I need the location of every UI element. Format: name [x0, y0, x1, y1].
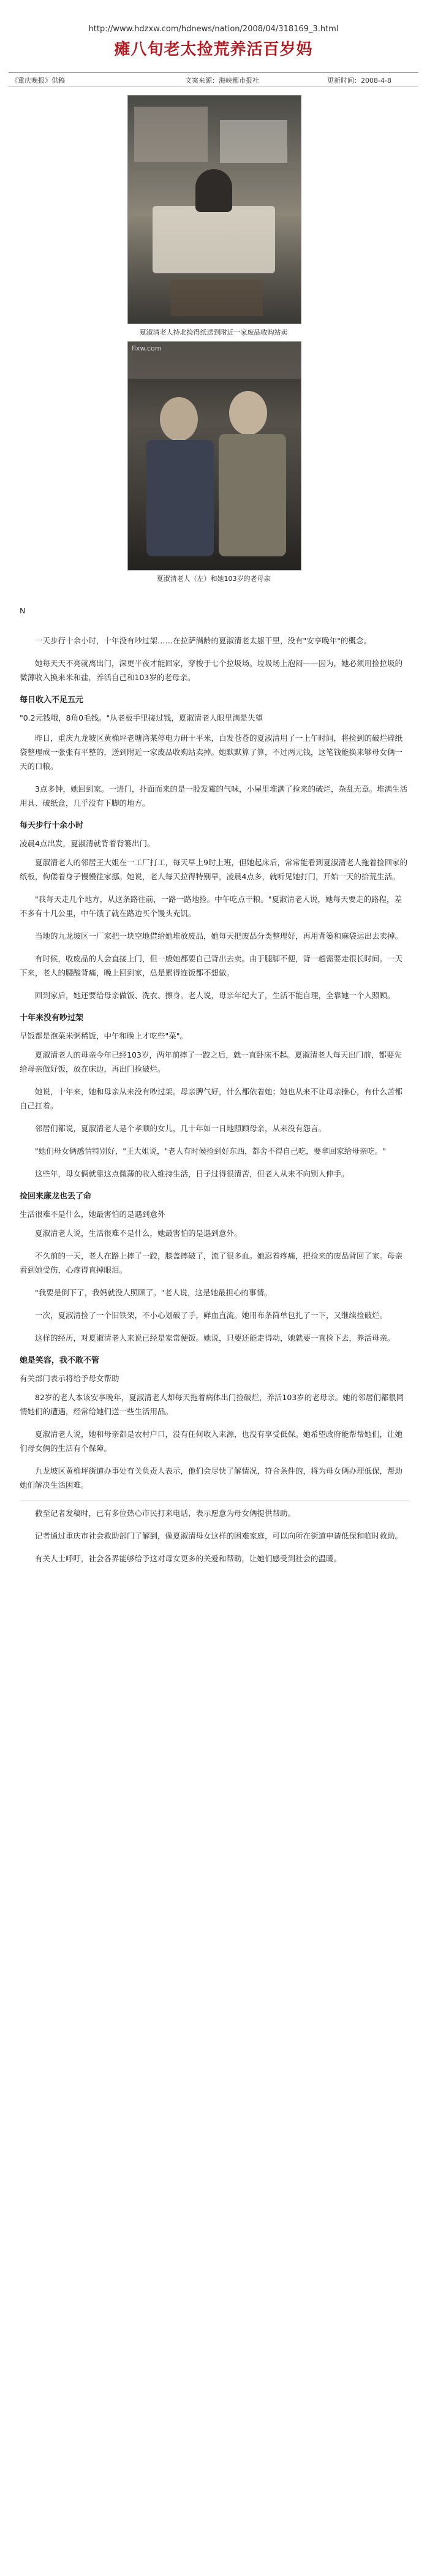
- paragraph: 3点多钟，她回到家。一进门，扑面而来的是一股发霉的气味，小屋里堆满了捡来的破烂，杂乱无章。堆满生活用具、破纸盒，几乎没有下脚的地方。: [20, 784, 407, 808]
- footnote: 截至记者发稿时，已有多位热心市民打来电话，表示愿意为母女俩提供帮助。: [20, 1501, 409, 1520]
- page-title: 瘫八旬老太捡荒养活百岁妈: [114, 40, 313, 59]
- section-heading-walking: 每天步行十余小时: [20, 821, 84, 830]
- intro-paragraph: 她每天天不亮就离出门，深更半夜才能回家，穿梭于七个拉圾场。垃圾场上泡闷——因为，她必须用捡拉圾的微薄收入换来米和盐，养活自己和103岁的老母亲。: [20, 659, 403, 682]
- paragraph: 夏淑清老人的母亲今年已经103岁，两年前摔了一跤之后，就一直卧床不起。夏淑清老人每天出门前，都要先给母亲做好饭，放在床边，再出门捡破烂。: [20, 1050, 402, 1074]
- updated-label: 更新时间：2008-4-8: [327, 77, 391, 85]
- paragraph: 夏淑清老人的邻居王大姐在一工厂打工，每天早上9时上班，但她起床后，常常能看到夏淑清老人拖着捡回家的纸板，佝偻着身子慢慢往家挪。她说，老人每天拉得特别早，凌晨4点多，就听见她打门，开始一天的拾荒生活。: [20, 858, 407, 881]
- paragraph: 82岁的老人本该安享晚年，夏淑清老人却每天拖着病体出门捡破烂，养活103岁的老母亲。她的邻居们都很同情她们的遭遇，经常给她们送一些生活用品。: [20, 1393, 404, 1416]
- photo-woman-sorting-paper: [127, 95, 301, 324]
- source-label: 《重庆晚报》供稿: [11, 77, 65, 85]
- section-heading-help: 她是笑容，我不敢不管: [20, 1356, 100, 1365]
- paragraph: "我要是倒下了，我妈就没人照顾了。"老人说，这是她最担心的事情。: [35, 1288, 272, 1297]
- photo-caption-2: 夏淑清老人（左）和她103岁的老母亲: [156, 575, 271, 583]
- paragraph: "我每天走几个地方，从这条路往前，一路一路地捡。中午吃点干粮。"夏淑清老人说，她每天要走的路程，差不多有十几公里，中午饿了就在路边买个馒头充饥。: [20, 895, 402, 918]
- section-subtitle: 凌晨4点出发，夏淑清就背着背篓出门。: [20, 839, 155, 848]
- paragraph: 昨日，重庆九龙坡区黄桷坪老塘湾某停电力研十平米，白发苍苍的夏淑清用了一上午时间，将捡到的破烂碎纸袋整理成一张张有平整的，送到附近一家废品收购站卖掉。她默默算了算，不过两元钱，这笔钱能换来够母女俩一天的口粮。: [20, 733, 403, 771]
- paragraph: 一次，夏淑清捡了一个旧铁架，不小心划破了手，鲜血直流。她用布条简单包扎了一下，又继续捡破烂。: [35, 1311, 388, 1320]
- article-meta-bar: [9, 72, 418, 87]
- photo-mother-and-daughter: [127, 341, 301, 570]
- section-heading-accident: 捡回来廉龙也丢了命: [20, 1192, 92, 1201]
- paragraph: 不久前的一天，老人在路上摔了一跤，膝盖摔破了，流了很多血。她忍着疼痛，把捡来的废品背回了家。母亲看到她受伤，心疼得直掉眼泪。: [20, 1251, 403, 1275]
- section-heading-no-quarrel: 十年来没有吵过架: [20, 1013, 84, 1023]
- paragraph: 回到家后，她还要给母亲做饭、洗衣、擦身。老人说，母亲年纪大了，生活不能自理，全靠她一个人照顾。: [35, 991, 395, 1000]
- paragraph: 夏淑清老人说，她和母亲都是农村户口，没有任何收入来源，也没有享受低保。她希望政府能帮帮她们，让她们母女俩的生活有个保障。: [20, 1430, 403, 1453]
- photo-caption-1: 夏淑清老人持北捡得纸送到附近一家废品收购站卖: [139, 328, 288, 336]
- editor-label: 文案来源：海峡都市报社: [185, 77, 259, 85]
- photo-watermark: flxw.com: [132, 344, 162, 352]
- paragraph: 这样的经历，对夏淑清老人来说已经是家常便饭。她说，只要还能走得动，她就要一直捡下去，养活母亲。: [35, 1333, 395, 1343]
- section-subtitle: 有关部门表示将给予母女帮助: [20, 1374, 119, 1383]
- section-heading-income: 每日收入不足五元: [20, 695, 84, 705]
- paragraph: 她说，十年来，她和母亲从来没有吵过架。母亲脾气好，什么都依着她；她也从来不让母亲操心，有什么苦都自己扛着。: [20, 1087, 403, 1110]
- paragraph: 有时候，收废品的人会直接上门，但一般她都要自己背出去卖。由于腿脚不便，背一趟需要走很长时间。一天下来，老人的腰酸背痛，晚上回到家，总是累得连饭都不想做。: [20, 954, 403, 977]
- article-body: [20, 604, 409, 1574]
- paragraph: 九龙坡区黄桷坪街道办事处有关负责人表示，他们会尽快了解情况，符合条件的，将为母女俩办理低保，帮助她们解决生活困难。: [20, 1466, 403, 1490]
- paragraph: "她们母女俩感情特别好，"王大姐说，"老人有时候捡到好东西，都舍不得自己吃，要拿回家给母亲吃。": [35, 1146, 387, 1156]
- page-url[interactable]: http://www.hdzxw.com/hdnews/nation/2008/04/318169_3.html: [88, 25, 339, 34]
- paragraph: 有关人士呼吁，社会各界能够给予这对母女更多的关爱和帮助，让她们感受到社会的温暖。: [35, 1554, 342, 1563]
- section-subtitle: 生活很难不是什么，她最害怕的是遇到意外: [20, 1210, 165, 1219]
- section-subtitle: 早饭都是泡菜米粥稀饭，中午和晚上才吃些"菜"。: [20, 1031, 187, 1040]
- paragraph: 邻居们都说，夏淑清老人是个孝顺的女儿，几十年如一日地照顾母亲，从来没有怨言。: [35, 1124, 327, 1133]
- paragraph: 这些年，母女俩就靠这点微薄的收入维持生活，日子过得很清苦，但老人从来不向别人伸手。: [35, 1169, 349, 1178]
- paragraph: 当地的九龙坡区一厂家把一块空地借给她堆放废品，她每天把废品分类整理好，再用背篓和麻袋运出去卖掉。: [35, 931, 403, 941]
- paragraph: 夏淑清老人说，生活很难不是什么，她最害怕的是遇到意外。: [35, 1229, 242, 1238]
- intro-paragraph: 一天步行十余小时，十年没有吵过架……在拉萨满龄的夏淑清老太躯干里，没有"安享晚年"的概念。: [35, 636, 372, 645]
- section-lead: "0.2元钱哦，8角0毛钱。"从老板手里接过钱，夏淑清老人眼里满是失望: [20, 713, 263, 722]
- article-marker: N: [20, 606, 26, 615]
- paragraph: 记者通过重庆市社会救助部门了解到，像夏淑清母女这样的困难家庭，可以向所在街道申请低保和临时救助。: [35, 1531, 403, 1540]
